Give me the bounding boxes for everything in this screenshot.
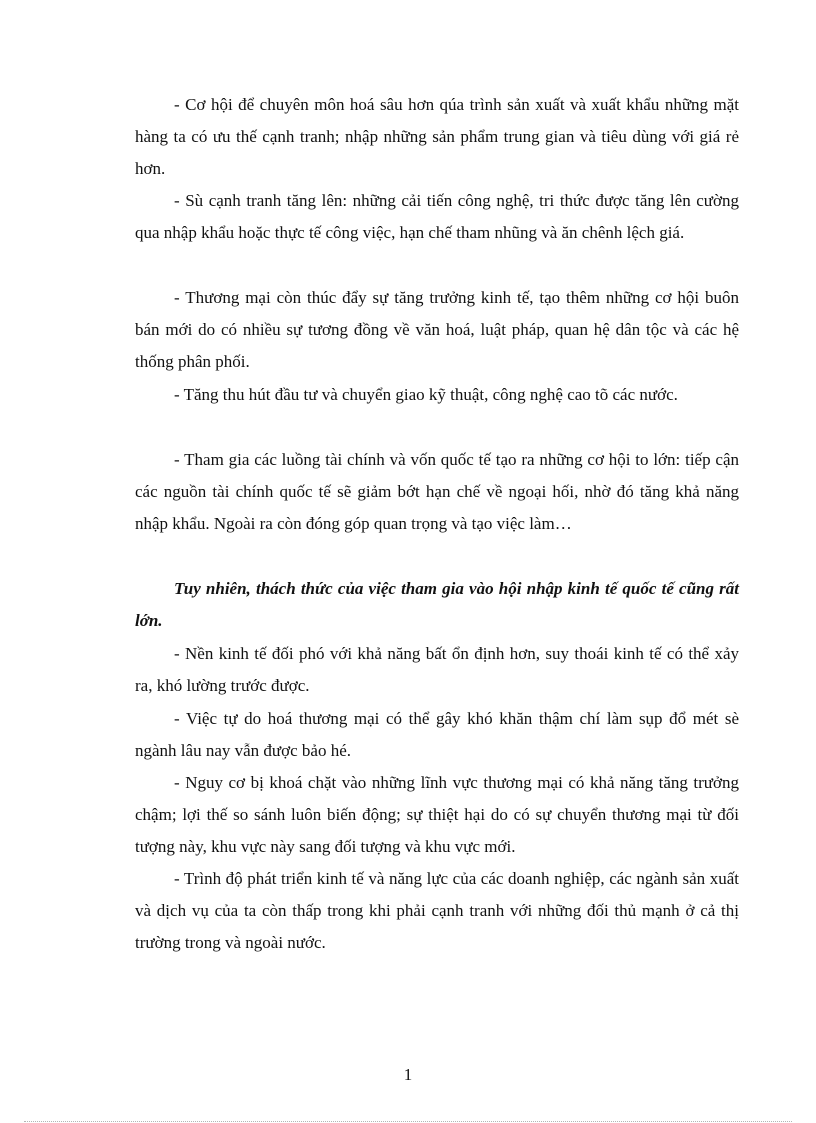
- paragraph-economic-instability: - Nền kinh tế đối phó với khả năng bất ổn định hơn, suy thoái kinh tế có thể xảy ra, khó lường trước được.: [135, 644, 739, 695]
- paragraph-development-level: - Trình độ phát triển kinh tế và năng lực của các doanh nghiệp, các ngành sản xuất và dịch vụ của ta còn thấp trong khi phải cạnh tranh với những đối thủ mạnh ở cả thị trường trong và ngoài nước.: [135, 869, 739, 952]
- page-number: 1: [403, 1065, 413, 1084]
- paragraph-opportunity-specialization: - Cơ hội để chuyên môn hoá sâu hơn qúa trình sản xuất và xuất khẩu những mặt hàng ta có ưu thế cạnh tranh; nhập những sản phẩm trung gian và tiêu dùng với giá rẻ hơn.: [135, 95, 739, 178]
- paragraph-competition-increase: - Sù cạnh tranh tăng lên: những cải tiến công nghệ, tri thức được tăng lên cường qua nhập khẩu hoặc thực tế công việc, hạn chế tham nhũng và ăn chênh lệch giá.: [135, 191, 739, 242]
- paragraph-trade-liberalization: - Việc tự do hoá thương mại có thể gây khó khăn thậm chí làm sụp đổ mét sè ngành lâu nay vẫn được bảo hé.: [135, 709, 739, 760]
- paragraph-finance-capital: - Tham gia các luồng tài chính và vốn quốc tế tạo ra những cơ hội to lớn: tiếp cận các nguồn tài chính quốc tế sẽ giảm bớt hạn chế về ngoại hối, nhờ đó tăng khả năng nhập khẩu. Ngoài ra còn đóng góp quan trọng và tạo việc làm…: [135, 450, 739, 533]
- page-bottom-divider: [24, 1121, 792, 1122]
- paragraph-investment-technology: - Tăng thu hút đầu tư và chuyển giao kỹ thuật, công nghệ cao tõ các nước.: [174, 385, 678, 404]
- paragraph-trade-growth: - Thương mại còn thúc đẩy sự tăng trưởng kinh tế, tạo thêm những cơ hội buôn bán mới do có nhiều sự tương đồng về văn hoá, luật pháp, quan hệ dân tộc và các hệ thống phân phối.: [135, 288, 739, 371]
- paragraph-lock-in-risk: - Nguy cơ bị khoá chặt vào những lĩnh vực thương mại có khả năng tăng trưởng chậm; lợi thế so sánh luôn biến động; sự thiệt hại do có sự chuyển thương mại từ đối tượng này, khu vực này sang đối tượng và khu vực mới.: [135, 773, 739, 856]
- paragraph-challenges-heading: Tuy nhiên, thách thức của việc tham gia vào hội nhập kinh tế quốc tế cũng rất lớn.: [135, 579, 739, 630]
